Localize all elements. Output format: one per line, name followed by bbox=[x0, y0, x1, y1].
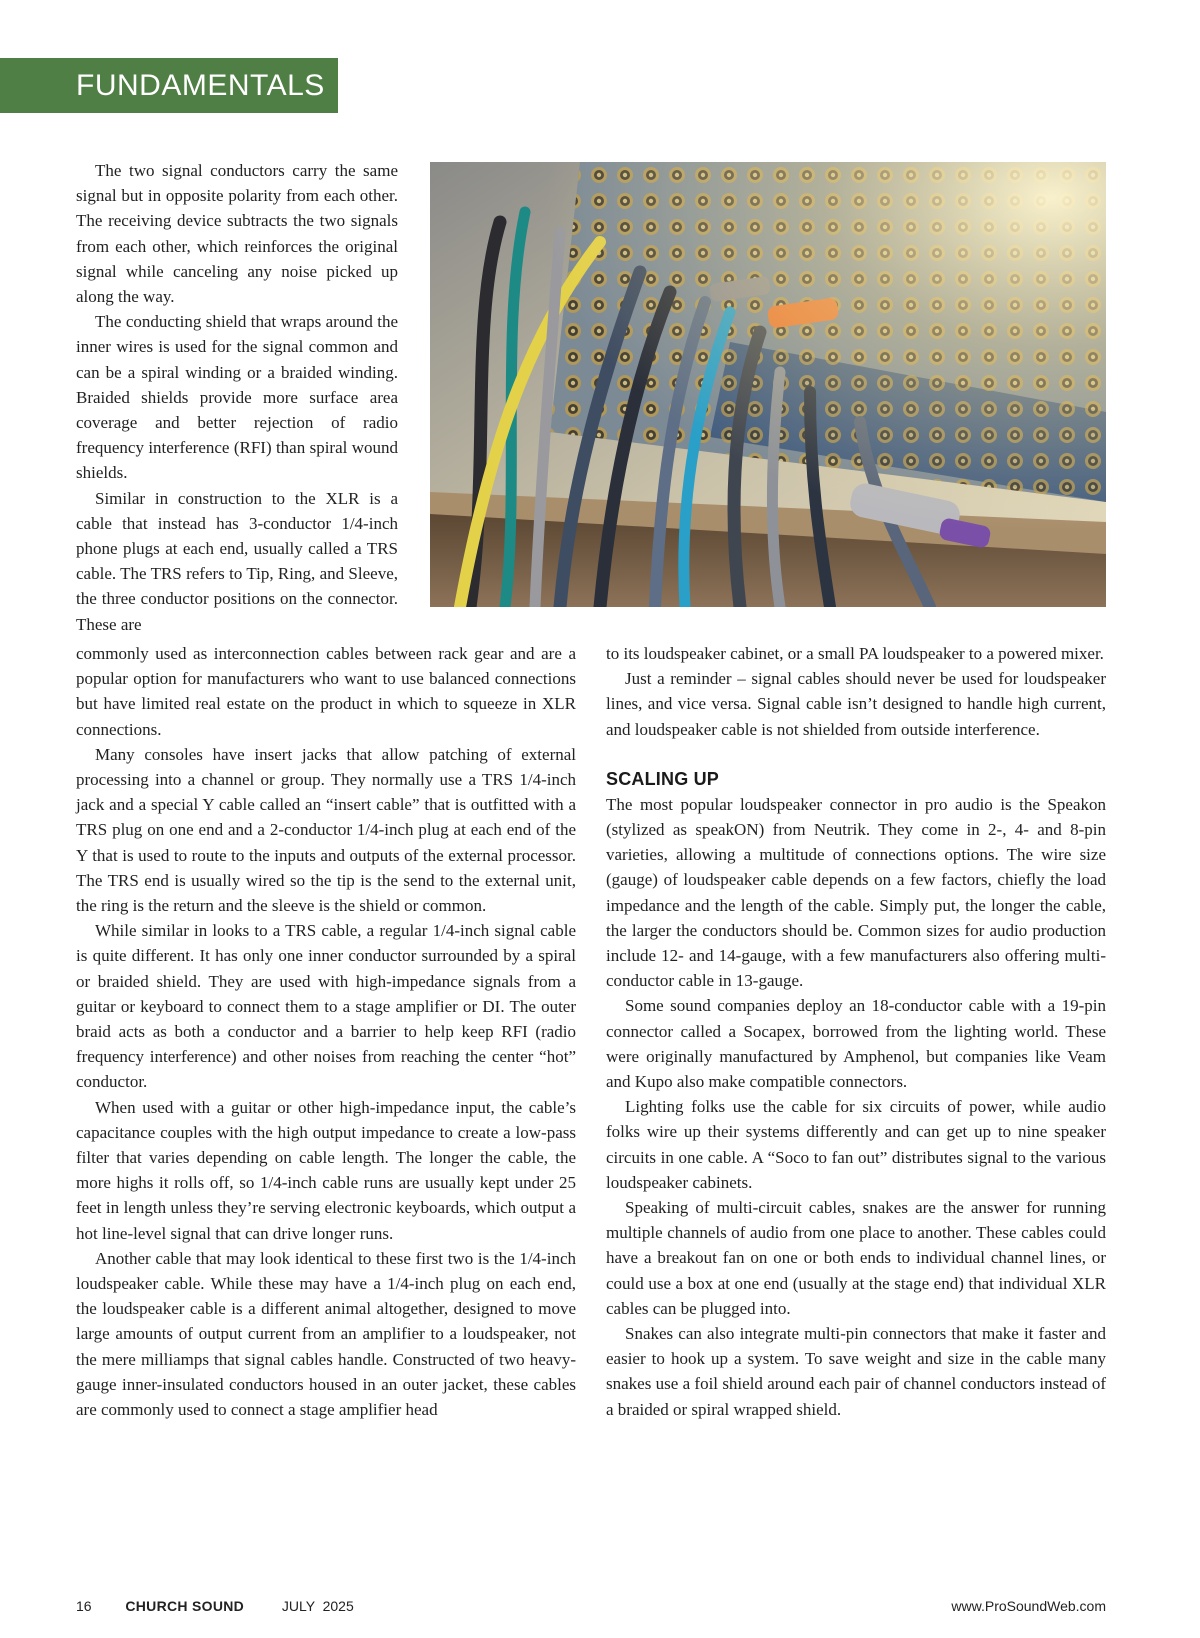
paragraph: While similar in looks to a TRS cable, a regular 1/4-inch signal cable is quite different. It has only one inner conductor surrounded by a spiral or braided shield. They are used with high-impedance signals from a guitar or keyboard to connect them to a stage amplifier or DI. The outer braid acts as both a conductor and a barrier to help keep RFI (radio frequency interference) and other noises from reaching the center “hot” conductor. bbox=[76, 921, 576, 1092]
paragraph: Just a reminder – signal cables should never be used for loudspeaker lines, and vice versa. Signal cable isn’t designed to handle high current, and loudspeaker cable is not shielded from outside interference. bbox=[606, 669, 1106, 739]
paragraph: Another cable that may look identical to these first two is the 1/4-inch loudspeaker cable. While these may have a 1/4-inch plug on each end, the loudspeaker cable is a different animal altogether, designed to move large amounts of output current from an amplifier to a loudspeaker, not the mere milliamps that signal cables handle. Constructed of two heavy-gauge inner-insulated conductors housed in an outer jacket, these cables are commonly used to connect a stage amplifier head bbox=[76, 1248, 576, 1420]
paragraph-continuation: to its loudspeaker cabinet, or a small PA loudspeaker to a powered mixer. bbox=[606, 644, 1104, 663]
paragraph: Many consoles have insert jacks that allow patching of external processing into a channel or group. They normally use a TRS 1/4-inch jack and a special Y cable called an “insert cable” that is outfitted with a TRS plug on one end and a 2-conductor 1/4-inch plug at each end of the Y that is used to route to the inputs and outputs of the external processor. The TRS end is usually wired so the tip is the send to the external unit, the ring is the return and the sleeve is the shield or common. bbox=[76, 744, 576, 916]
left-column-top-text bbox=[76, 158, 398, 637]
section-header-tab bbox=[0, 58, 338, 113]
section-heading: SCALING UP bbox=[606, 768, 720, 789]
right-column-text bbox=[606, 641, 1106, 1422]
paragraph: Speaking of multi-circuit cables, snakes are the answer for running multiple channels of audio from one place to another. These cables could have a breakout fan on one or both ends to individual channel lines, or could use a box at one end (usually at the stage end) that individual XLR cables can be plugged into. bbox=[606, 1198, 1106, 1318]
magazine-name: CHURCH SOUND bbox=[125, 1598, 245, 1614]
paragraph: When used with a guitar or other high-impedance input, the cable’s capacitance couples with the high output impedance to create a low-pass filter that varies depending on cable length. The longer the cable, the more highs it rolls off, so 1/4-inch cable runs are usually kept under 25 feet in length unless they’re serving electronic keyboards, which output a hot line-level signal that can drive longer runs. bbox=[76, 1097, 576, 1243]
paragraph: Some sound companies deploy an 18-conductor cable with a 19-pin connector called a Socapex, borrowed from the lighting world. These were originally manufactured by Amphenol, but companies like Veam and Kupo also make compatible connectors. bbox=[606, 996, 1106, 1092]
footer-right bbox=[951, 1598, 1106, 1614]
section-spacer bbox=[606, 742, 1106, 767]
paragraph: Snakes can also integrate multi-pin connectors that make it faster and easier to hook up a system. To save weight and size in the cable many snakes use a foil shield around each pair of channel conductors instead of a braided or spiral wrapped shield. bbox=[606, 1324, 1106, 1419]
patch-bay-cables-photo bbox=[430, 162, 1106, 607]
paragraph-continuation: commonly used as interconnection cables between rack gear and are a popular option for manufacturers who want to use balanced connections but have limited real estate on the product in which to squeeze in XLR connections. bbox=[76, 644, 576, 739]
footer-left bbox=[76, 1598, 354, 1614]
left-column-text bbox=[76, 641, 576, 1422]
paragraph: The most popular loudspeaker connector in pro audio is the Speakon (stylized as speakON) from Neutrik. They come in 2-, 4- and 8-pin varieties, allowing a multitude of connections options. The wire size (gauge) of loudspeaker cable depends on a few factors, chiefly the load impedance and the length of the cable. Simply put, the longer the cable, the larger the conductors should be. Common sizes for audio production include 12- and 14-gauge, with a few manufacturers also offering multi-conductor cable in 13-gauge. bbox=[606, 794, 1106, 991]
paragraph: Similar in construction to the XLR is a cable that instead has 3-conductor 1/4-inch phone plugs at each end, usually called a TRS cable. The TRS refers to Tip, Ring, and Sleeve, the three conductor positions on the connector. These are bbox=[76, 488, 398, 634]
section-title: FUNDAMENTALS bbox=[76, 68, 325, 102]
paragraph: The two signal conductors carry the same signal but in opposite polarity from each other. The receiving device subtracts the two signals from each other, which reinforces the original signal while canceling any noise picked up along the way. bbox=[76, 161, 398, 307]
page-number: 16 bbox=[76, 1598, 92, 1614]
issue-date: JULY 2025 bbox=[281, 1598, 354, 1614]
paragraph: The conducting shield that wraps around the inner wires is used for the signal common and can be a spiral winding or a braided winding. Braided shields provide more surface area coverage and better rejection of radio frequency interference (RFI) than spiral wound shields. bbox=[76, 312, 398, 483]
website-link[interactable]: www.ProSoundWeb.com bbox=[951, 1598, 1106, 1614]
paragraph: Lighting folks use the cable for six circuits of power, while audio folks wire up their systems differently and can get up to nine speaker circuits in one cable. A “Soco to fan out” distributes signal to the various loudspeaker cabinets. bbox=[606, 1097, 1106, 1192]
